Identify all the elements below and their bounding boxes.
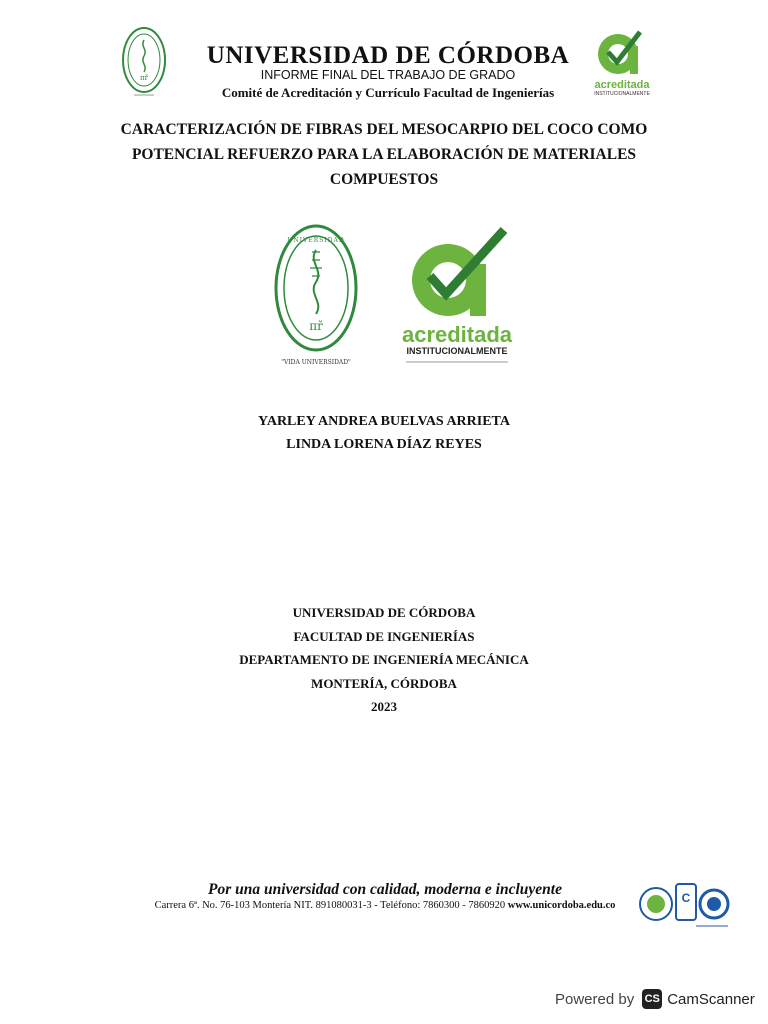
header-report-type: INFORME FINAL DEL TRABAJO DE GRADO	[260, 68, 516, 82]
camscanner-brand: CamScanner	[667, 990, 755, 1008]
institution-line: FACULTAD DE INGENIERÍAS	[293, 628, 475, 644]
institution-line: DEPARTAMENTO DE INGENIERÍA MECÁNICA	[239, 652, 529, 667]
camscanner-logo-icon: CS	[642, 989, 662, 1009]
header-university-name: UNIVERSIDAD DE CÓRDOBA	[206, 42, 570, 69]
university-seal-icon	[268, 222, 364, 368]
institution-block	[0, 601, 768, 719]
svg-text:INSTITUCIONALMENTE: INSTITUCIONALMENTE	[594, 91, 650, 96]
accredited-sub: INSTITUCIONALMENTE	[406, 346, 508, 356]
institution-line: MONTERÍA, CÓRDOBA	[311, 675, 457, 691]
institution-line: 2023	[371, 699, 397, 714]
authors	[0, 410, 768, 456]
thesis-title	[110, 117, 658, 192]
header-committee: Comité de Acreditación y Currículo Facultad de Ingenierías	[221, 85, 555, 100]
accreditation-logo-icon	[398, 224, 516, 370]
institution-line: UNIVERSIDAD DE CÓRDOBA	[292, 605, 476, 620]
seal-motto: "VIDA UNIVERSIDAD"	[281, 359, 351, 366]
svg-text:acreditada: acreditada	[594, 79, 650, 91]
accredited-word: acreditada	[401, 322, 513, 347]
author-name: LINDA LORENA DÍAZ REYES	[286, 437, 482, 452]
footer-address-text: Carrera 6ª. No. 76-103 Montería NIT. 891080031-3 - Teléfono: 7860300 - 7860920	[154, 900, 506, 911]
camscanner-watermark	[555, 984, 760, 1014]
footer-website: www.unicordoba.edu.co	[507, 900, 616, 911]
certification-seals-icon	[638, 880, 734, 930]
svg-text:πř: πř	[309, 319, 323, 333]
footer-motto: Por una universidad con calidad, moderna e incluyente	[208, 881, 562, 898]
thesis-title-line: CARACTERIZACIÓN DE FIBRAS DEL MESOCARPIO DEL COCO COMO	[120, 121, 648, 138]
thesis-title-line: COMPUESTOS	[329, 171, 439, 188]
svg-text:πř: πř	[140, 74, 148, 82]
svg-text:UNIVERSIDAD: UNIVERSIDAD	[287, 237, 345, 244]
thesis-title-line: POTENCIAL REFUERZO PARA LA ELABORACIÓN DE MATERIALES	[131, 146, 637, 163]
powered-by-label: Powered by	[555, 990, 635, 1008]
svg-text:C: C	[681, 891, 691, 905]
footer-address	[120, 900, 650, 911]
author-name: YARLEY ANDREA BUELVAS ARRIETA	[258, 414, 510, 429]
